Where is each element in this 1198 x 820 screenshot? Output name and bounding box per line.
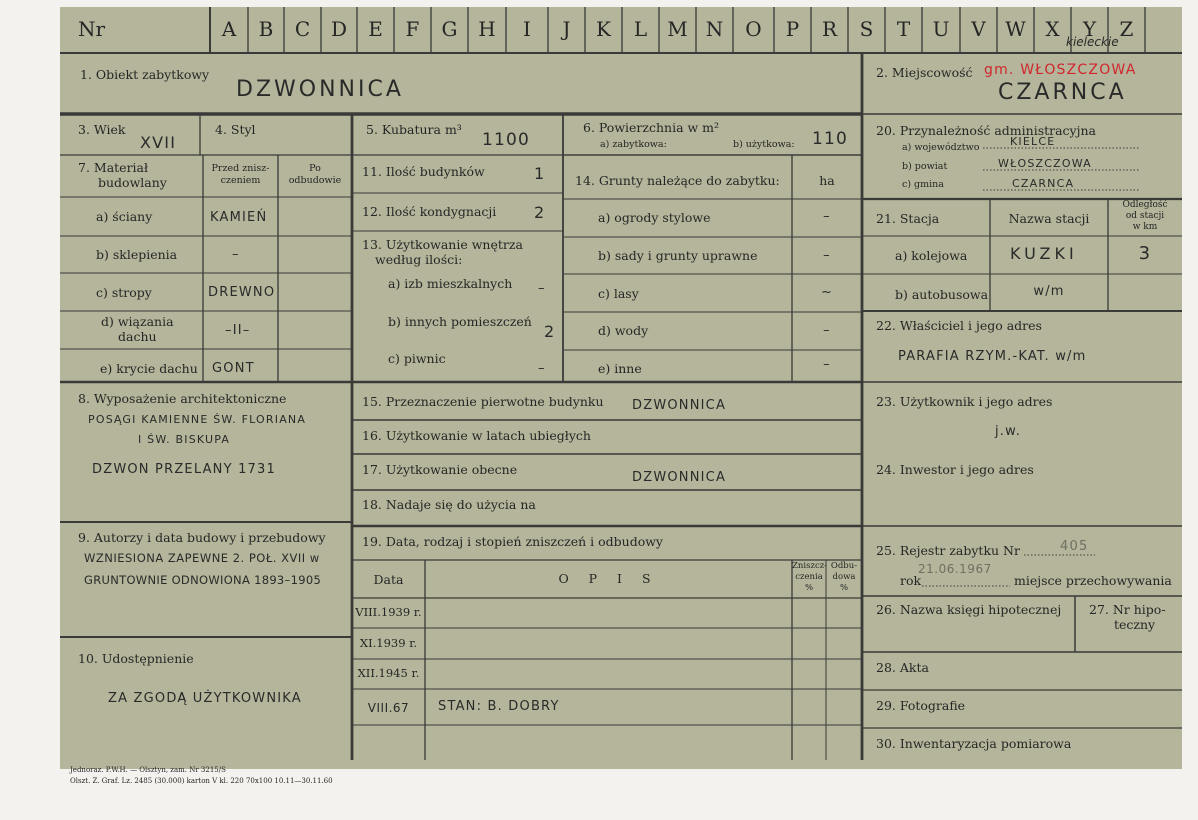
field19-col-rebuild-2: dowa: [832, 572, 856, 582]
field7-col-after: Po: [309, 163, 321, 174]
field19-col-date: Data: [373, 572, 404, 587]
field7-label-2: budowlany: [98, 175, 167, 190]
field29-label: 29. Fotografie: [876, 698, 966, 713]
field2-note: gm. WŁOSZCZOWA: [984, 62, 1137, 78]
field17-label: 17. Użytkowanie obecne: [362, 462, 518, 477]
field14-unit: ha: [819, 173, 835, 188]
land-row-value: –: [823, 248, 831, 263]
field17-value: DZWONNICA: [632, 470, 727, 485]
field21-col-name: Nazwa stacji: [1008, 211, 1090, 226]
field10-label: 10. Udostępnienie: [78, 651, 194, 666]
field20-label: 20. Przynależność administracyjna: [876, 123, 1096, 138]
index-letter: I: [523, 17, 531, 41]
field19-col-destr-3: %: [804, 583, 814, 593]
field21-bus-name: w/m: [1033, 284, 1065, 299]
field21-bus-label: b) autobusowa: [895, 287, 989, 302]
index-letter: X: [1045, 17, 1060, 41]
field13-label: 13. Użytkowanie wnętrza: [362, 237, 523, 252]
land-row-value: –: [823, 209, 831, 224]
damage-row-date: VIII.1939 r.: [355, 605, 422, 619]
land-row-label: e) inne: [598, 361, 642, 376]
material-row-label: d) wiązania: [101, 314, 174, 329]
field7-col-after-2: odbudowie: [288, 175, 342, 186]
field3-value: XVII: [140, 133, 177, 152]
index-letter: Y: [1082, 17, 1097, 41]
material-row-before: GONT: [212, 361, 255, 376]
field4-label: 4. Styl: [215, 122, 256, 137]
index-letter: F: [405, 17, 420, 41]
field20-a-label: a) województwo: [902, 142, 980, 153]
damage-row-date: VIII.67: [367, 701, 410, 715]
field25-number: 405: [1060, 539, 1089, 554]
usage-row-value: –: [538, 361, 546, 376]
field16-label: 16. Użytkowanie w latach ubiegłych: [362, 428, 591, 443]
print-note-2: Olszt. Z. Graf. Lz. 2485 (30.000) karton V kl. 220 70x100 10.11—30.11.60: [70, 777, 333, 785]
field22-value: PARAFIA RZYM.-KAT. w/m: [898, 349, 1087, 364]
field2-value: CZARNCA: [998, 80, 1127, 105]
field20-c-value: CZARNCA: [1012, 177, 1075, 190]
field25-year-label: rok: [900, 573, 922, 588]
field1-label: 1. Obiekt zabytkowy: [80, 67, 210, 82]
field30-label: 30. Inwentaryzacja pomiarowa: [876, 736, 1072, 751]
index-letter: S: [859, 17, 874, 41]
field19-col-destr: Zniszcz-: [792, 561, 828, 571]
index-letter: U: [932, 17, 950, 41]
field21-label: 21. Stacja: [876, 211, 940, 226]
field23-label: 23. Użytkownik i jego adres: [876, 394, 1053, 409]
field27-label: 27. Nr hipo-: [1089, 602, 1166, 617]
field19-col-rebuild-3: %: [839, 583, 849, 593]
material-row-label: c) stropy: [96, 285, 152, 300]
material-row-before: –: [232, 247, 240, 262]
field5-value: 1100: [482, 130, 531, 150]
field21-rail-dist: 3: [1138, 243, 1152, 264]
index-letter: O: [745, 17, 762, 41]
field1-value: DZWONNICA: [236, 77, 404, 102]
material-row-label-2: dachu: [118, 329, 157, 344]
index-letter: Z: [1119, 17, 1134, 41]
index-letter: L: [633, 17, 648, 41]
field8-line1: POSĄGI KAMIENNE ŚW. FLORIANA: [88, 413, 307, 426]
land-row-label: c) lasy: [598, 286, 639, 301]
damage-row-date: XII.1945 r.: [357, 666, 420, 680]
field11-value: 1: [534, 164, 546, 183]
index-letter: R: [821, 17, 838, 41]
land-row-label: b) sady i grunty uprawne: [598, 248, 758, 263]
field9-label: 9. Autorzy i data budowy i przebudowy: [78, 530, 326, 545]
land-row-value: –: [823, 323, 831, 338]
land-row-value: ~: [820, 285, 834, 300]
field9-line1: WZNIESIONA ZAPEWNE 2. POŁ. XVII w: [84, 551, 320, 565]
field20-c-label: c) gmina: [902, 179, 944, 190]
field21-col-dist-2: od stacji: [1125, 211, 1165, 221]
field19-col-destr-2: czenia: [795, 572, 823, 582]
usage-row-value: –: [538, 281, 546, 296]
field11-label: 11. Ilość budynków: [362, 164, 485, 179]
nr-label: Nr: [78, 17, 106, 41]
field20-b-value: WŁOSZCZOWA: [998, 157, 1092, 170]
index-letter: D: [330, 17, 348, 41]
field6-sub-b: b) użytkowa:: [733, 139, 795, 150]
material-row-before: DREWNO: [208, 285, 276, 300]
field19-col-desc: O P I S: [558, 571, 659, 586]
field6-value-b: 110: [812, 129, 849, 149]
field13-label-2: według ilości:: [375, 252, 463, 267]
field22-label: 22. Właściciel i jego adres: [876, 318, 1042, 333]
index-letter: J: [562, 17, 571, 41]
field7-label: 7. Materiał: [78, 160, 149, 175]
material-row-before: –II–: [225, 323, 251, 338]
field18-label: 18. Nadaje się do użycia na: [362, 497, 536, 512]
index-letter: N: [705, 17, 724, 41]
field7-col-before: Przed znisz-: [211, 163, 270, 174]
usage-row-label: a) izb mieszkalnych: [388, 276, 513, 291]
material-row-before: KAMIEŃ: [210, 210, 268, 225]
damage-row-date: XI.1939 r.: [359, 636, 418, 650]
usage-row-label: b) innych pomieszczeń: [388, 314, 532, 329]
index-letter: C: [294, 17, 311, 41]
index-letter: W: [1005, 17, 1026, 41]
index-letter: H: [478, 17, 496, 41]
land-row-label: a) ogrody stylowe: [598, 210, 711, 225]
field7-col-before-2: czeniem: [220, 175, 261, 186]
field19-col-rebuild: Odbu-: [830, 561, 858, 571]
field28-label: 28. Akta: [876, 660, 929, 675]
print-note: Jednoraz. P.W.H. — Olsztyn, zam. Nr 3215/S: [70, 766, 226, 774]
usage-row-label: c) piwnic: [388, 351, 446, 366]
corner-note: kieleckie: [1066, 35, 1119, 49]
material-row-label: e) krycie dachu: [100, 361, 198, 376]
field3-label: 3. Wiek: [78, 122, 126, 137]
field25-label: 25. Rejestr zabytku Nr: [876, 543, 1020, 558]
field8-line2: I ŚW. BISKUPA: [138, 433, 231, 446]
field19-label: 19. Data, rodzaj i stopień zniszczeń i odbudowy: [362, 534, 663, 549]
field8-label: 8. Wyposażenie architektoniczne: [78, 391, 287, 406]
land-row-label: d) wody: [598, 323, 649, 338]
field10-value: ZA ZGODĄ UŻYTKOWNIKA: [108, 691, 302, 706]
field21-rail-name: KUZKI: [1010, 244, 1078, 263]
index-letter: P: [785, 17, 800, 41]
index-letter: K: [596, 17, 611, 41]
field9-line2: GRUNTOWNIE ODNOWIONA 1893–1905: [84, 573, 322, 587]
usage-row-value: 2: [544, 322, 556, 341]
index-letter: M: [667, 17, 688, 41]
field23-value: j.w.: [995, 424, 1022, 439]
index-letter: V: [971, 17, 986, 41]
field25-year-value: 21.06.1967: [918, 562, 992, 576]
index-letter: T: [896, 17, 911, 41]
field20-a-value: KIELCE: [1010, 135, 1056, 148]
field20-b-label: b) powiat: [902, 161, 948, 172]
field8-line3: DZWON PRZELANY 1731: [92, 462, 276, 477]
field6-label: 6. Powierzchnia w m²: [583, 120, 720, 135]
damage-row-desc: STAN: B. DOBRY: [438, 699, 560, 714]
field25-place-label: miejsce przechowywania: [1014, 573, 1172, 588]
field15-value: DZWONNICA: [632, 398, 727, 413]
field15-label: 15. Przeznaczenie pierwotne budynku: [362, 394, 604, 409]
land-row-value: –: [823, 357, 831, 372]
field6-sub-a: a) zabytkowa:: [600, 139, 667, 150]
field12-value: 2: [534, 203, 546, 222]
field2-label: 2. Miejscowość: [876, 65, 973, 80]
material-row-label: a) ściany: [96, 209, 153, 224]
field27-label-2: teczny: [1114, 617, 1156, 632]
index-letter: E: [368, 17, 383, 41]
material-row-label: b) sklepienia: [96, 247, 178, 262]
index-letter: B: [258, 17, 274, 41]
field21-col-dist: Odległość: [1122, 200, 1168, 210]
field14-label: 14. Grunty należące do zabytku:: [575, 173, 780, 188]
field5-label: 5. Kubatura m³: [366, 122, 462, 137]
field24-label: 24. Inwestor i jego adres: [876, 462, 1034, 477]
index-letter: A: [221, 17, 237, 41]
field21-col-dist-3: w km: [1132, 222, 1158, 232]
index-letter: G: [441, 17, 458, 41]
field26-label: 26. Nazwa księgi hipotecznej: [876, 602, 1062, 617]
field21-rail-label: a) kolejowa: [895, 248, 968, 263]
field12-label: 12. Ilość kondygnacji: [362, 204, 497, 219]
